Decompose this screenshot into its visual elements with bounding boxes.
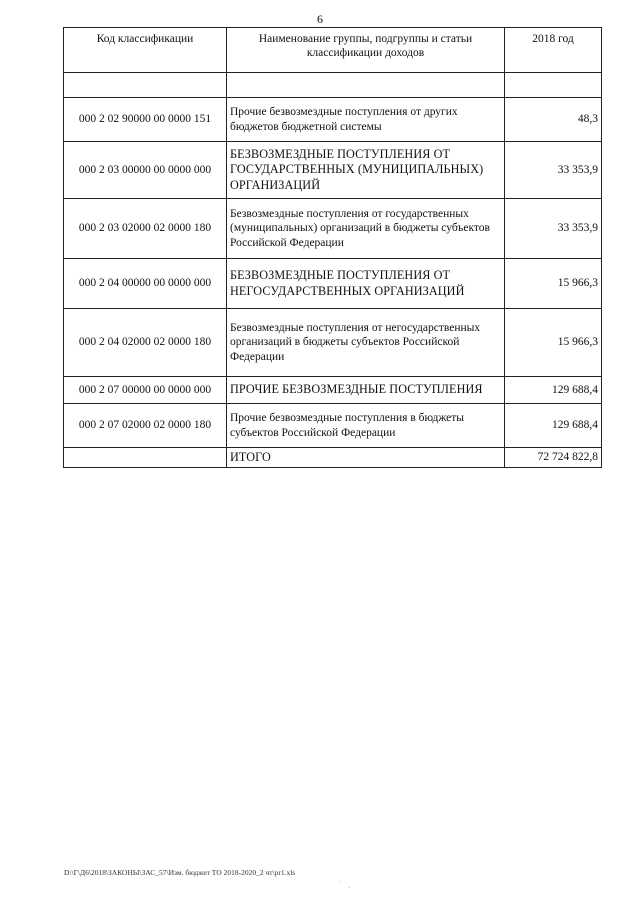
- row-name: Безвозмездные поступления от государственных (муниципальных) организаций в бюджеты субъектов Российской Федерации: [227, 199, 505, 259]
- table-row: [64, 98, 602, 142]
- table-header-row: [64, 28, 602, 73]
- row-code: 000 2 04 00000 00 0000 000: [64, 259, 227, 309]
- table-row: [64, 142, 602, 199]
- scan-speck: ·: [338, 878, 341, 886]
- table-row: [64, 259, 602, 309]
- row-amount: 33 353,9: [505, 199, 602, 259]
- row-name: БЕЗВОЗМЕЗДНЫЕ ПОСТУПЛЕНИЯ ОТ ГОСУДАРСТВЕННЫХ (МУНИЦИПАЛЬНЫХ) ОРГАНИЗАЦИЙ: [227, 142, 505, 199]
- header-code: Код классификации: [64, 28, 227, 73]
- total-code: [64, 448, 227, 468]
- footer-file-path: D:\Г\Д6\2018\ЗАКОНЫ\ЗАС_57\Изм. бюджет ТО 2018-2020_2 чт\pr1.xls: [64, 868, 296, 877]
- header-name: Наименование группы, подгруппы и статьи классификации доходов: [227, 28, 505, 73]
- row-code: 000 2 07 02000 02 0000 180: [64, 404, 227, 448]
- row-name: БЕЗВОЗМЕЗДНЫЕ ПОСТУПЛЕНИЯ ОТ НЕГОСУДАРСТВЕННЫХ ОРГАНИЗАЦИЙ: [227, 259, 505, 309]
- scan-speck: ·: [348, 884, 351, 892]
- row-amount: 129 688,4: [505, 377, 602, 404]
- row-amount: 129 688,4: [505, 404, 602, 448]
- row-code: 000 2 04 02000 02 0000 180: [64, 309, 227, 377]
- row-amount: 15 966,3: [505, 309, 602, 377]
- row-name: ПРОЧИЕ БЕЗВОЗМЕЗДНЫЕ ПОСТУПЛЕНИЯ: [227, 377, 505, 404]
- row-amount: 33 353,9: [505, 142, 602, 199]
- table-row: [64, 309, 602, 377]
- spacer-row: [64, 73, 602, 98]
- total-row: [64, 448, 602, 468]
- table-row: [64, 404, 602, 448]
- row-code: 000 2 03 00000 00 0000 000: [64, 142, 227, 199]
- row-name: Прочие безвозмездные поступления от других бюджетов бюджетной системы: [227, 98, 505, 142]
- total-label: ИТОГО: [227, 448, 505, 468]
- row-name: Прочие безвозмездные поступления в бюджеты субъектов Российской Федерации: [227, 404, 505, 448]
- row-code: 000 2 07 00000 00 0000 000: [64, 377, 227, 404]
- row-code: 000 2 03 02000 02 0000 180: [64, 199, 227, 259]
- header-year: 2018 год: [505, 28, 602, 73]
- row-amount: 15 966,3: [505, 259, 602, 309]
- total-amount: 72 724 822,8: [505, 448, 602, 468]
- page-number: 6: [317, 12, 323, 26]
- revenue-table: [63, 27, 602, 468]
- table-row: [64, 199, 602, 259]
- table-row: [64, 377, 602, 404]
- row-code: 000 2 02 90000 00 0000 151: [64, 98, 227, 142]
- row-name: Безвозмездные поступления от негосударственных организаций в бюджеты субъектов Российской Федерации: [227, 309, 505, 377]
- row-amount: 48,3: [505, 98, 602, 142]
